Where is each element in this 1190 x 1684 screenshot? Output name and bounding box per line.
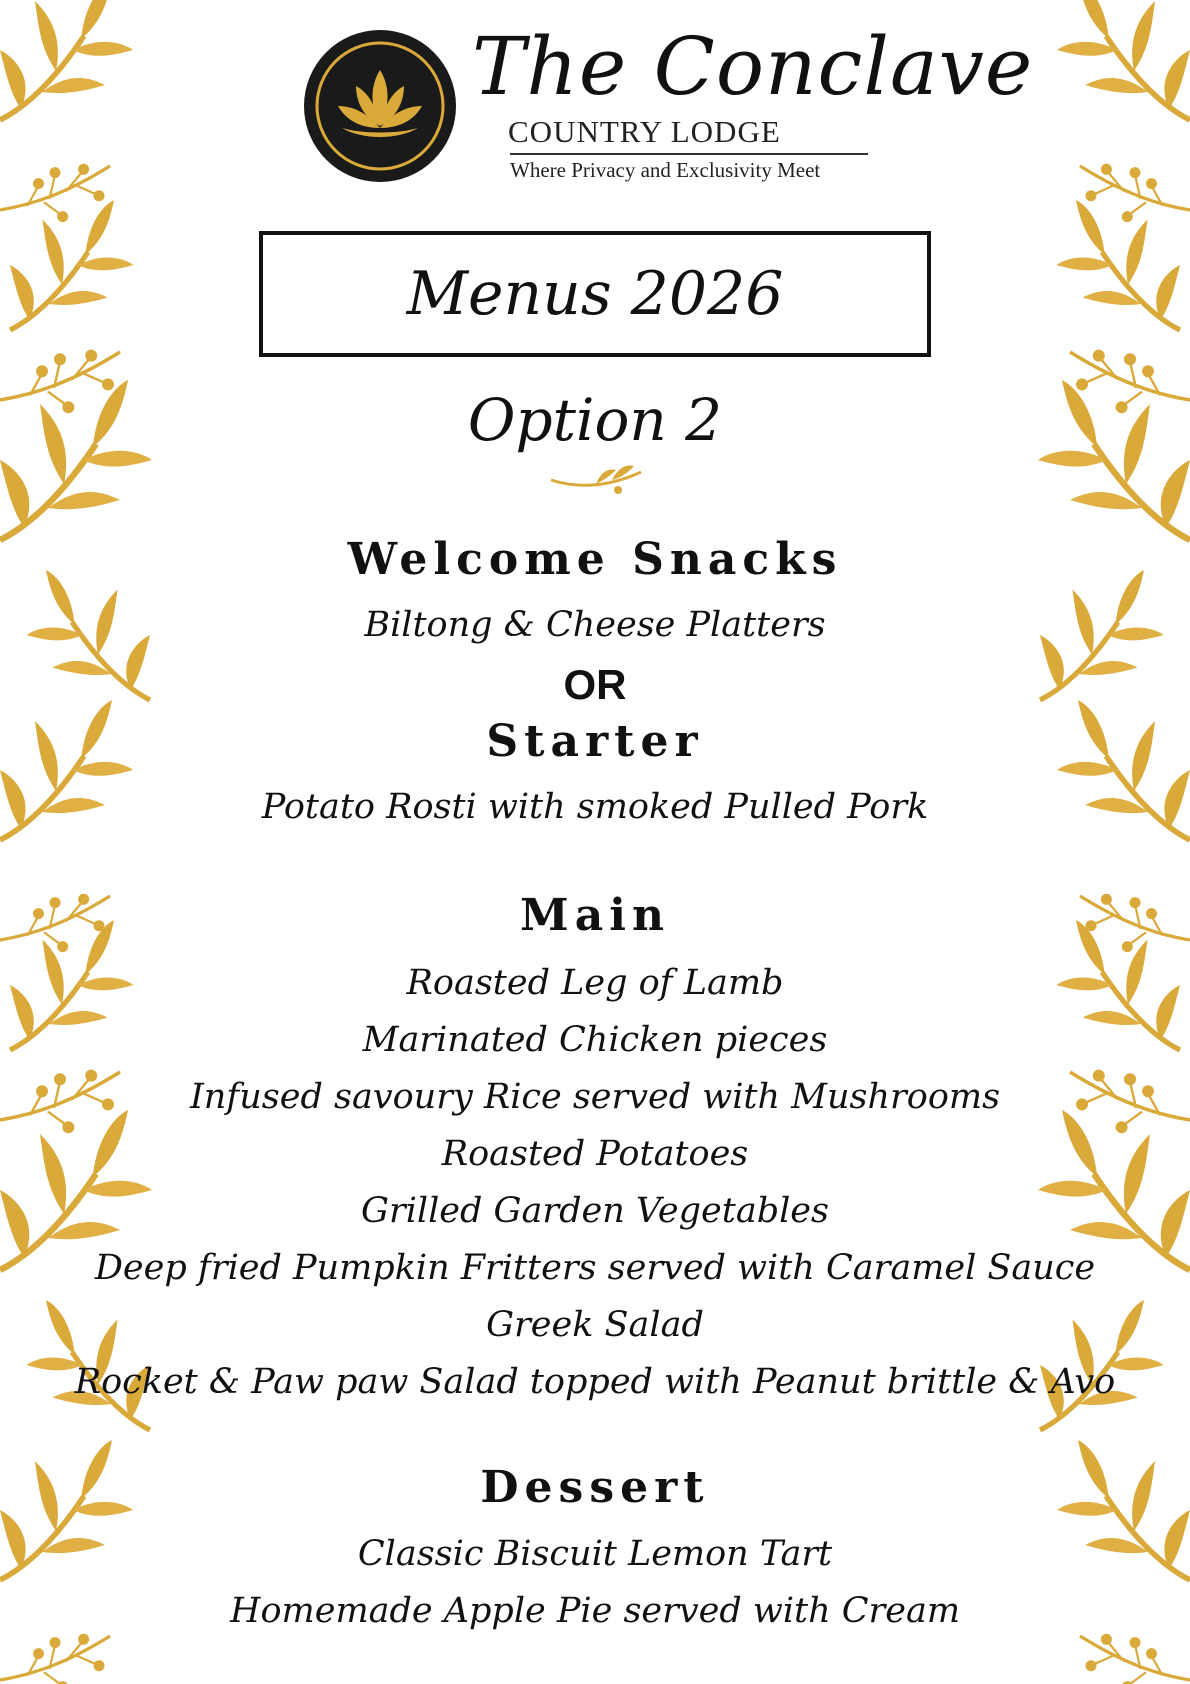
menu-item: Infused savoury Rice served with Mushrooms	[189, 1077, 1001, 1117]
menu-item: Grilled Garden Vegetables	[361, 1191, 829, 1231]
left-leaf-border-graphic	[0, 0, 160, 1684]
brand-header	[300, 20, 1034, 192]
menu-item: Rocket & Paw paw Salad topped with Peanut brittle & Avo	[74, 1362, 1116, 1402]
menu-item: Homemade Apple Pie served with Cream	[229, 1591, 961, 1631]
menu-title-box	[259, 231, 931, 357]
main-heading: Main	[520, 890, 670, 941]
brand-subtitle: COUNTRY LODGE	[508, 114, 781, 149]
menu-item: Roasted Leg of Lamb	[406, 963, 784, 1003]
menu-item: Marinated Chicken pieces	[362, 1020, 828, 1060]
menu-item: Classic Biscuit Lemon Tart	[357, 1534, 833, 1574]
right-leaf-border-graphic	[1030, 0, 1190, 1684]
lotus-icon	[302, 28, 458, 184]
dessert-heading: Dessert	[480, 1462, 710, 1513]
menu-item: Deep fried Pumpkin Fritters served with Caramel Sauce	[94, 1248, 1096, 1288]
or-label: OR	[563, 661, 627, 708]
welcome-snacks-heading: Welcome Snacks	[347, 534, 843, 585]
menu-item: Biltong & Cheese Platters	[364, 605, 826, 645]
left-floral-border	[0, 0, 160, 1684]
brand-divider	[510, 153, 868, 155]
menu-title: Menus 2026	[406, 259, 784, 329]
swash-flourish-icon	[546, 458, 646, 498]
brand-tagline: Where Privacy and Exclusivity Meet	[510, 158, 821, 182]
menu-item: Roasted Potatoes	[441, 1134, 749, 1174]
brand-name: The Conclave	[472, 20, 1034, 113]
menu-item: Potato Rosti with smoked Pulled Pork	[261, 787, 929, 827]
right-floral-border	[1030, 0, 1190, 1684]
menu-item: Greek Salad	[486, 1305, 704, 1345]
starter-heading: Starter	[486, 716, 704, 767]
option-title: Option 2	[467, 386, 723, 454]
